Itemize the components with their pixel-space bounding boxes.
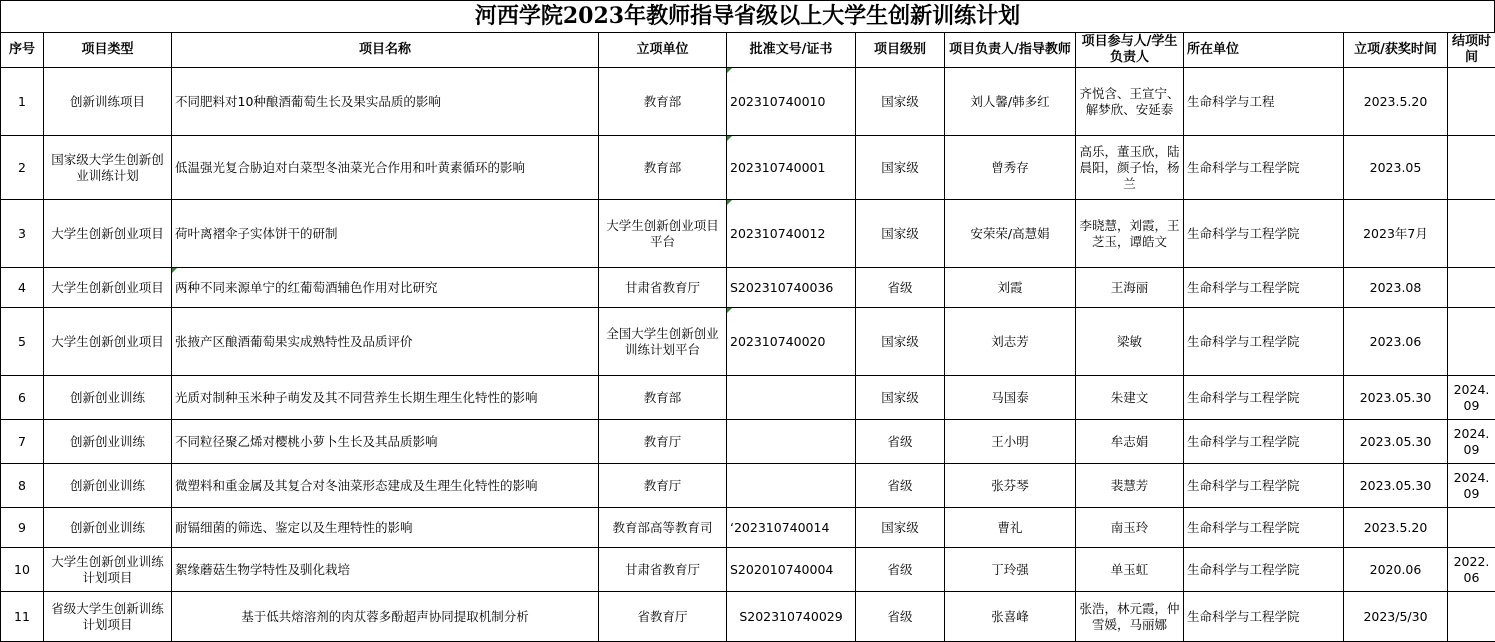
cell-end[interactable]: 2022.06 — [1448, 548, 1495, 592]
cell-unit[interactable]: 省教育厅 — [599, 592, 727, 642]
cell-dept[interactable]: 生命科学与工程学院 — [1184, 420, 1344, 464]
cell-unit[interactable]: 教育部 — [599, 68, 727, 136]
cell-name[interactable]: 不同肥料对10种酿酒葡萄生长及果实品质的影响 — [172, 68, 599, 136]
cell-name[interactable]: 耐镉细菌的筛选、鉴定以及生理特性的影响 — [172, 508, 599, 548]
cell-index[interactable]: 4 — [1, 268, 44, 308]
cell-approval[interactable]: S202310740029 — [727, 592, 856, 642]
cell-leader[interactable]: 曹礼 — [945, 508, 1076, 548]
cell-dept[interactable]: 生命科学与工程学院 — [1184, 464, 1344, 508]
cell-members[interactable]: 牟志娟 — [1076, 420, 1184, 464]
cell-type[interactable]: 创新训练项目 — [44, 68, 172, 136]
cell-leader[interactable]: 王小明 — [945, 420, 1076, 464]
cell-date[interactable]: 2023.05.30 — [1344, 464, 1448, 508]
cell-type[interactable]: 省级大学生创新训练计划项目 — [44, 592, 172, 642]
cell-date[interactable]: 2023年7月 — [1344, 200, 1448, 268]
cell-leader[interactable]: 刘人馨/韩多红 — [945, 68, 1076, 136]
cell-level[interactable]: 省级 — [856, 464, 945, 508]
cell-date[interactable]: 2023.06 — [1344, 308, 1448, 376]
cell-type[interactable]: 创新创业训练 — [44, 464, 172, 508]
cell-name[interactable]: 低温强光复合胁迫对白菜型冬油菜光合作用和叶黄素循环的影响 — [172, 136, 599, 200]
header-cell[interactable]: 项目级别 — [856, 33, 945, 68]
cell-name[interactable]: 荷叶离褶伞子实体饼干的研制 — [172, 200, 599, 268]
cell-index[interactable]: 6 — [1, 376, 44, 420]
cell-end[interactable] — [1448, 508, 1495, 548]
table-row — [1, 136, 1495, 200]
cell-dept[interactable]: 生命科学与工程学院 — [1184, 508, 1344, 548]
cell-date[interactable]: 2023.5.20 — [1344, 68, 1448, 136]
cell-unit[interactable]: 甘肃省教育厅 — [599, 268, 727, 308]
cell-approval[interactable]: 202310740001 — [727, 136, 856, 200]
project-table — [0, 32, 1495, 642]
header-cell[interactable]: 序号 — [1, 33, 44, 68]
cell-type[interactable]: 大学生创新创业项目 — [44, 308, 172, 376]
cell-name[interactable]: 微塑料和重金属及其复合对冬油菜形态建成及生理生化特性的影响 — [172, 464, 599, 508]
cell-members[interactable]: 单玉虹 — [1076, 548, 1184, 592]
cell-unit[interactable]: 甘肃省教育厅 — [599, 548, 727, 592]
table-row — [1, 308, 1495, 376]
header-cell[interactable]: 批准文号/证书 — [727, 33, 856, 68]
cell-dept[interactable]: 生命科学与工程学院 — [1184, 592, 1344, 642]
cell-index[interactable]: 5 — [1, 308, 44, 376]
cell-name[interactable]: 絮缘蘑菇生物学特性及驯化栽培 — [172, 548, 599, 592]
cell-type[interactable]: 国家级大学生创新创业训练计划 — [44, 136, 172, 200]
cell-level[interactable]: 国家级 — [856, 308, 945, 376]
table-row — [1, 68, 1495, 136]
cell-end[interactable] — [1448, 308, 1495, 376]
cell-end[interactable]: 2024.09 — [1448, 376, 1495, 420]
table-row — [1, 420, 1495, 464]
table-row — [1, 464, 1495, 508]
cell-unit[interactable]: 全国大学生创新创业训练计划平台 — [599, 308, 727, 376]
cell-approval[interactable]: ‘202310740014 — [727, 508, 856, 548]
cell-name[interactable]: 不同粒径聚乙烯对樱桃小萝卜生长及其品质影响 — [172, 420, 599, 464]
cell-index[interactable]: 11 — [1, 592, 44, 642]
cell-level[interactable]: 国家级 — [856, 200, 945, 268]
table-row — [1, 200, 1495, 268]
cell-type[interactable]: 大学生创新创业项目 — [44, 200, 172, 268]
cell-members[interactable]: 齐悦含、王宣宁、解梦欣、安延泰 — [1076, 68, 1184, 136]
cell-unit[interactable]: 教育部高等教育司 — [599, 508, 727, 548]
cell-unit[interactable]: 大学生创新创业项目平台 — [599, 200, 727, 268]
cell-leader[interactable]: 张喜峰 — [945, 592, 1076, 642]
cell-dept[interactable]: 生命科学与工程学院 — [1184, 376, 1344, 420]
table-row — [1, 376, 1495, 420]
cell-leader[interactable]: 刘志芳 — [945, 308, 1076, 376]
header-cell[interactable]: 项目参与人/学生负责人 — [1076, 33, 1184, 68]
cell-approval[interactable]: S202010740004 — [727, 548, 856, 592]
cell-date[interactable]: 2023.05.30 — [1344, 420, 1448, 464]
cell-date[interactable]: 2020.06 — [1344, 548, 1448, 592]
cell-approval[interactable] — [727, 464, 856, 508]
cell-leader[interactable]: 安荣荣/高慧娟 — [945, 200, 1076, 268]
cell-dept[interactable]: 生命科学与工程学院 — [1184, 268, 1344, 308]
cell-approval[interactable]: S202310740036 — [727, 268, 856, 308]
cell-type[interactable]: 大学生创新创业项目 — [44, 268, 172, 308]
cell-end[interactable] — [1448, 136, 1495, 200]
cell-members[interactable]: 张浩，林元霞，仲雪媛，马丽娜 — [1076, 592, 1184, 642]
table-row — [1, 508, 1495, 548]
cell-end[interactable]: 2024.09 — [1448, 420, 1495, 464]
cell-type[interactable]: 创新创业训练 — [44, 508, 172, 548]
cell-dept[interactable]: 生命科学与工程 — [1184, 68, 1344, 136]
cell-approval[interactable]: 202310740012 — [727, 200, 856, 268]
header-row — [1, 33, 1495, 68]
cell-index[interactable]: 3 — [1, 200, 44, 268]
cell-type[interactable]: 创新创业训练 — [44, 420, 172, 464]
cell-members[interactable]: 王海丽 — [1076, 268, 1184, 308]
cell-dept[interactable]: 生命科学与工程学院 — [1184, 548, 1344, 592]
cell-members[interactable]: 裴慧芳 — [1076, 464, 1184, 508]
cell-members[interactable]: 李晓慧，刘霞，王芝玉，谭皓文 — [1076, 200, 1184, 268]
cell-level[interactable]: 省级 — [856, 592, 945, 642]
cell-end[interactable] — [1448, 592, 1495, 642]
cell-end[interactable] — [1448, 268, 1495, 308]
cell-end[interactable]: 2024.09 — [1448, 464, 1495, 508]
header-cell[interactable]: 所在单位 — [1184, 33, 1344, 68]
cell-date[interactable]: 2023.5.20 — [1344, 508, 1448, 548]
table-row — [1, 268, 1495, 308]
cell-name[interactable]: 基于低共熔溶剂的肉苁蓉多酚超声协同提取机制分析 — [172, 592, 599, 642]
cell-type[interactable]: 创新创业训练 — [44, 376, 172, 420]
cell-dept[interactable]: 生命科学与工程学院 — [1184, 200, 1344, 268]
cell-level[interactable]: 国家级 — [856, 508, 945, 548]
cell-level[interactable]: 省级 — [856, 548, 945, 592]
cell-index[interactable]: 7 — [1, 420, 44, 464]
cell-date[interactable]: 2023.05.30 — [1344, 376, 1448, 420]
cell-approval[interactable] — [727, 420, 856, 464]
cell-approval[interactable] — [727, 376, 856, 420]
cell-level[interactable]: 国家级 — [856, 376, 945, 420]
cell-level[interactable]: 国家级 — [856, 68, 945, 136]
cell-index[interactable]: 8 — [1, 464, 44, 508]
cell-date[interactable]: 2023.05 — [1344, 136, 1448, 200]
header-cell[interactable]: 立项/获奖时间 — [1344, 33, 1448, 68]
cell-members[interactable]: 南玉玲 — [1076, 508, 1184, 548]
cell-members[interactable]: 梁敏 — [1076, 308, 1184, 376]
cell-index[interactable]: 2 — [1, 136, 44, 200]
cell-date[interactable]: 2023.08 — [1344, 268, 1448, 308]
cell-leader[interactable]: 曾秀存 — [945, 136, 1076, 200]
cell-approval[interactable]: 202310740010 — [727, 68, 856, 136]
cell-date[interactable]: 2023/5/30 — [1344, 592, 1448, 642]
cell-dept[interactable]: 生命科学与工程学院 — [1184, 136, 1344, 200]
cell-index[interactable]: 1 — [1, 68, 44, 136]
cell-leader[interactable]: 丁玲强 — [945, 548, 1076, 592]
cell-leader[interactable]: 张芬琴 — [945, 464, 1076, 508]
cell-approval[interactable]: 202310740020 — [727, 308, 856, 376]
cell-name[interactable]: 张掖产区酿酒葡萄果实成熟特性及品质评价 — [172, 308, 599, 376]
cell-index[interactable]: 9 — [1, 508, 44, 548]
cell-name[interactable]: 两种不同来源单宁的红葡萄酒辅色作用对比研究 — [172, 268, 599, 308]
header-cell[interactable]: 项目类型 — [44, 33, 172, 68]
header-cell[interactable]: 项目负责人/指导教师 — [945, 33, 1076, 68]
cell-end[interactable] — [1448, 68, 1495, 136]
cell-leader[interactable]: 刘霞 — [945, 268, 1076, 308]
header-cell[interactable]: 项目名称 — [172, 33, 599, 68]
sheet-title: 河西学院2023年教师指导省级以上大学生创新训练计划 — [0, 0, 1495, 33]
header-cell[interactable]: 结项时间 — [1448, 33, 1495, 68]
cell-members[interactable]: 朱建文 — [1076, 376, 1184, 420]
cell-level[interactable]: 国家级 — [856, 136, 945, 200]
cell-dept[interactable]: 生命科学与工程学院 — [1184, 308, 1344, 376]
cell-level[interactable]: 省级 — [856, 420, 945, 464]
cell-members[interactable]: 高乐，董玉欣，陆晨阳，颜子怡，杨兰 — [1076, 136, 1184, 200]
table-row — [1, 548, 1495, 592]
cell-name[interactable]: 光质对制种玉米种子萌发及其不同营养生长期生理生化特性的影响 — [172, 376, 599, 420]
header-cell[interactable]: 立项单位 — [599, 33, 727, 68]
cell-leader[interactable]: 马国泰 — [945, 376, 1076, 420]
cell-unit[interactable]: 教育部 — [599, 136, 727, 200]
cell-type[interactable]: 大学生创新创业训练计划项目 — [44, 548, 172, 592]
cell-end[interactable] — [1448, 200, 1495, 268]
cell-unit[interactable]: 教育厅 — [599, 464, 727, 508]
cell-unit[interactable]: 教育厅 — [599, 420, 727, 464]
table-row — [1, 592, 1495, 642]
cell-unit[interactable]: 教育部 — [599, 376, 727, 420]
cell-index[interactable]: 10 — [1, 548, 44, 592]
cell-level[interactable]: 省级 — [856, 268, 945, 308]
